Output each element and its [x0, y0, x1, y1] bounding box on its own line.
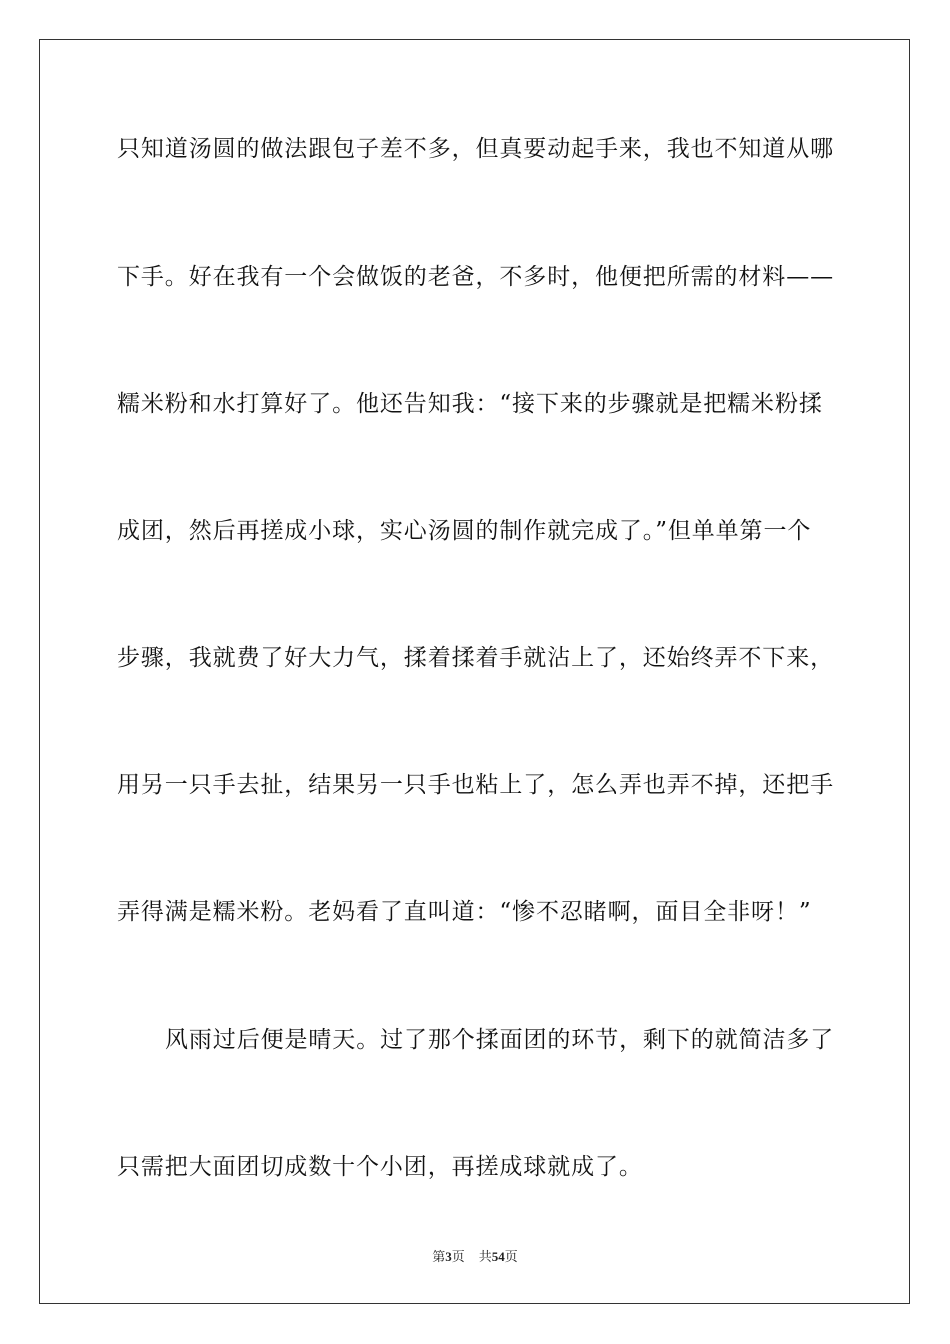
page-number: 3	[445, 1249, 452, 1264]
page-suffix: 页	[451, 1250, 465, 1265]
text-line: 用另一只手去扯，结果另一只手也粘上了，怎么弄也弄不掉，还把手	[117, 772, 834, 798]
text-line: 下手。好在我有一个会做饭的老爸，不多时，他便把所需的材料——	[117, 264, 834, 290]
page-prefix: 第	[432, 1250, 446, 1265]
paragraph-first-line: 风雨过后便是晴天。过了那个揉面团的环节，剩下的就简洁多了	[165, 1027, 835, 1053]
text-line: 成团，然后再搓成小球，实心汤圆的制作就完成了。”但单单第一个	[117, 518, 812, 544]
text-line: 只需把大面团切成数十个小团，再搓成球就成了。	[117, 1154, 643, 1180]
text-line: 糯米粉和水打算好了。他还告知我：“接下来的步骤就是把糯米粉揉	[117, 391, 823, 417]
text-line: 步骤，我就费了好大力气，揉着揉着手就沾上了，还始终弄不下来，	[117, 645, 834, 671]
text-line: 弄得满是糯米粉。老妈看了直叫道：“惨不忍睹啊，面目全非呀！”	[117, 899, 812, 925]
text-line: 只知道汤圆的做法跟包子差不多，但真要动起手来，我也不知道从哪	[117, 136, 834, 162]
total-prefix: 共	[478, 1250, 492, 1265]
total-suffix: 页	[504, 1250, 518, 1265]
page-footer	[0, 1248, 950, 1267]
total-pages: 54	[491, 1249, 505, 1264]
